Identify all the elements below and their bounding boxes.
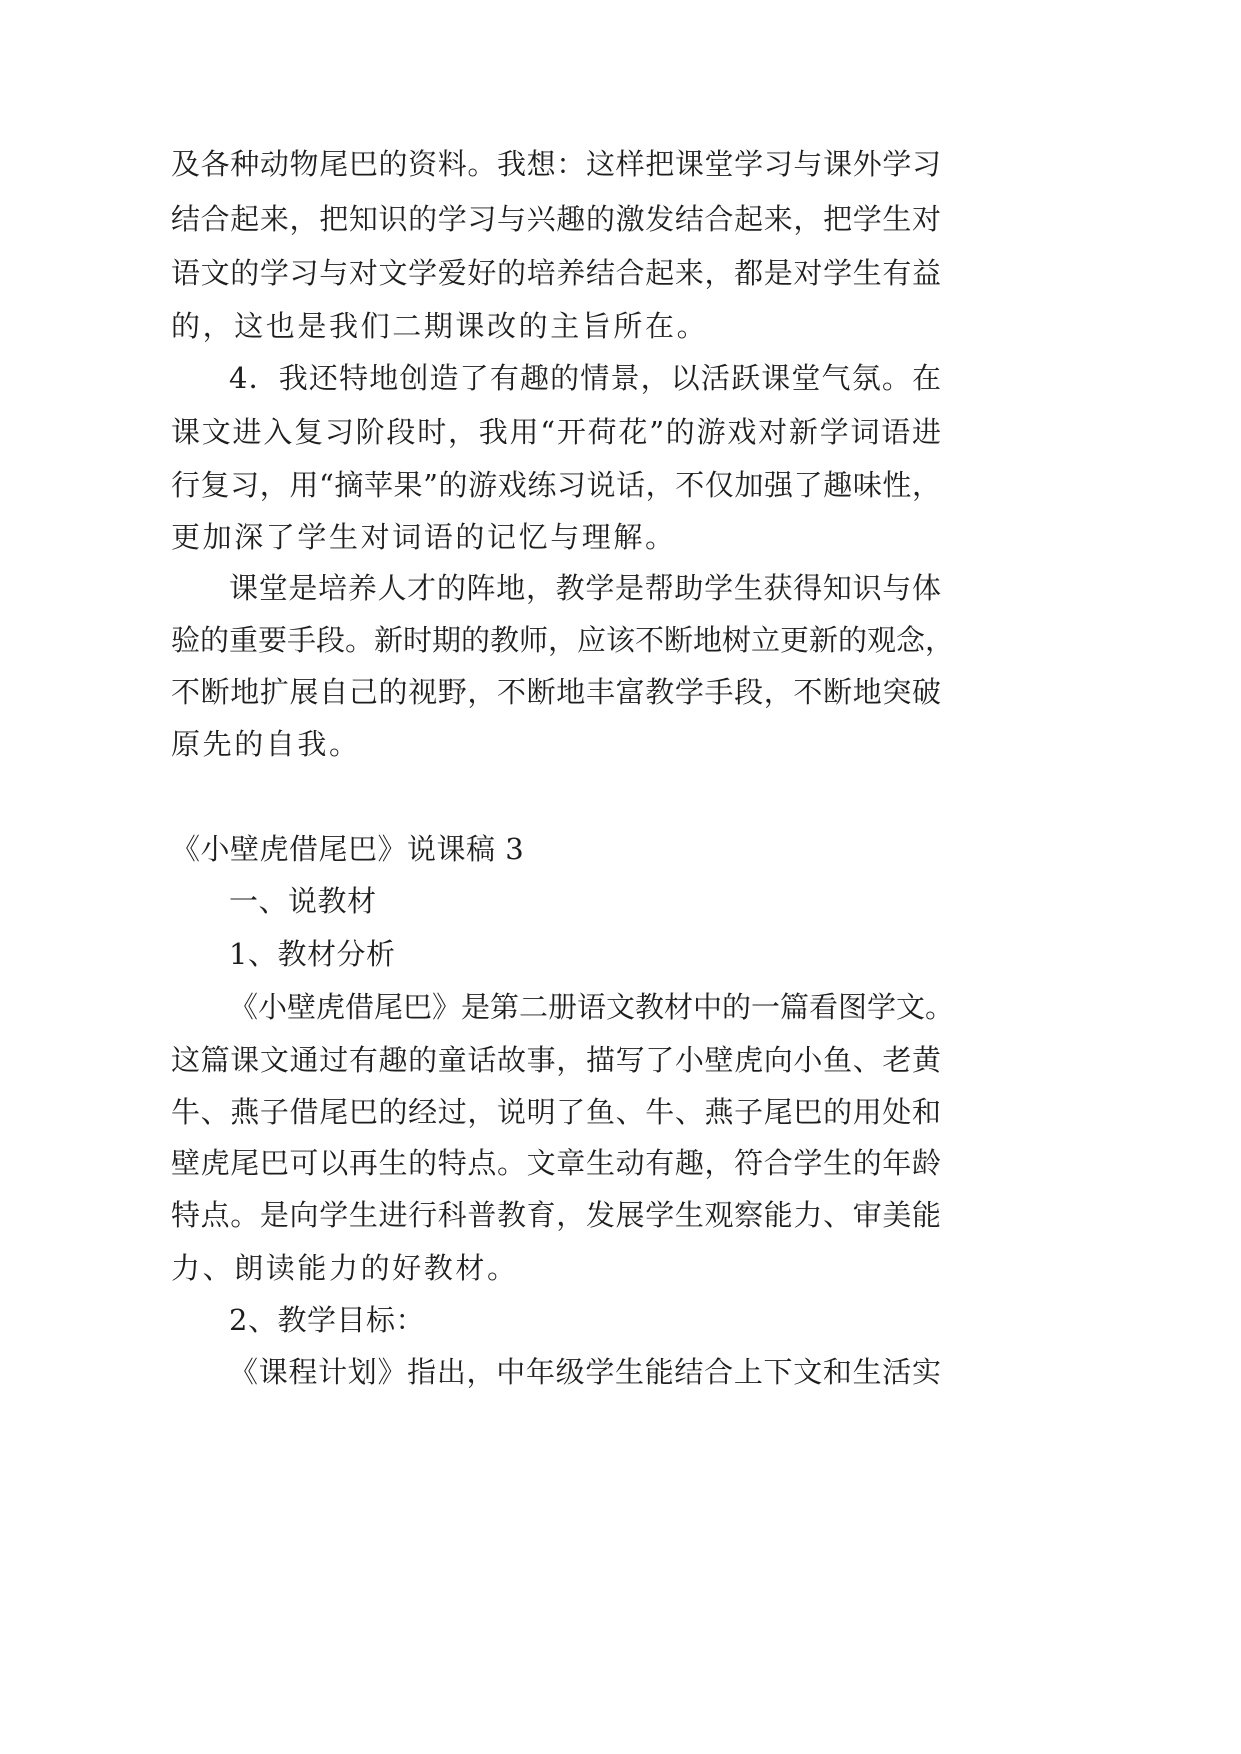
paragraph-line: 壁虎尾巴可以再生的特点。文章生动有趣，符合学生的年龄 [171, 1146, 941, 1180]
paragraph-line: 力、朗读能力的好教材。 [171, 1251, 519, 1285]
paragraph-line: 语文的学习与对文学爱好的培养结合起来，都是对学生有益 [171, 256, 941, 290]
subsection-heading: 1、教材分析 [229, 937, 396, 971]
paragraph-line: 《小壁虎借尾巴》是第二册语文教材中的一篇看图学文。 [229, 990, 955, 1024]
subsection-heading: 2、教学目标： [229, 1303, 425, 1337]
paragraph-line: 4．我还特地创造了有趣的情景，以活跃课堂气氛。在 [229, 361, 941, 395]
section-heading: 一、说教材 [229, 884, 377, 918]
paragraph-line: 验的重要手段。新时期的教师，应该不断地树立更新的观念， [171, 623, 955, 657]
paragraph-line: 课文进入复习阶段时，我用“开荷花”的游戏对新学词语进 [171, 415, 941, 449]
paragraph-line: 原先的自我。 [171, 727, 361, 761]
section-title: 《小壁虎借尾巴》说课稿 3 [171, 832, 525, 866]
paragraph-line: 更加深了学生对词语的记忆与理解。 [171, 520, 677, 554]
paragraph-line: 特点。是向学生进行科普教育，发展学生观察能力、审美能 [171, 1198, 941, 1232]
paragraph-line: 行复习，用“摘苹果”的游戏练习说话，不仅加强了趣味性， [171, 468, 941, 502]
paragraph-line: 牛、燕子借尾巴的经过，说明了鱼、牛、燕子尾巴的用处和 [171, 1095, 941, 1129]
paragraph-line: 及各种动物尾巴的资料。我想：这样把课堂学习与课外学习 [171, 147, 941, 181]
paragraph-line: 结合起来，把知识的学习与兴趣的激发结合起来，把学生对 [171, 202, 941, 236]
paragraph-line: 这篇课文通过有趣的童话故事，描写了小壁虎向小鱼、老黄 [171, 1043, 941, 1077]
paragraph-line: 《课程计划》指出，中年级学生能结合上下文和生活实 [229, 1355, 941, 1389]
paragraph-line: 不断地扩展自己的视野，不断地丰富教学手段，不断地突破 [171, 675, 941, 709]
paragraph-line: 的，这也是我们二期课改的主旨所在。 [171, 309, 709, 343]
paragraph-line: 课堂是培养人才的阵地，教学是帮助学生获得知识与体 [229, 571, 941, 605]
